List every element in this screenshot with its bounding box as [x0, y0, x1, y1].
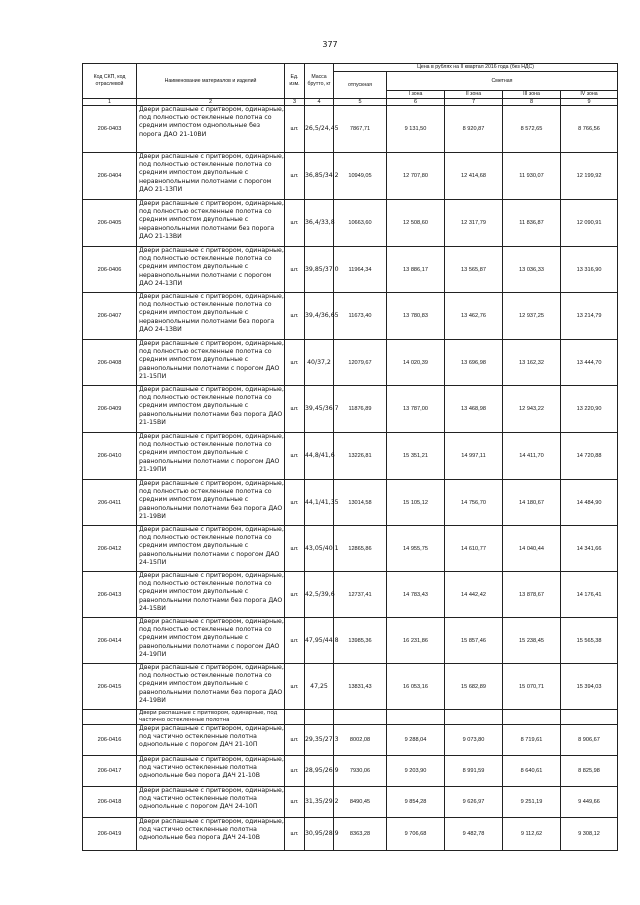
item-mass: 31,35/29,2	[305, 787, 334, 818]
item-name: Двери распашные с притвором, одинарные, под полностью остекленные полотна со средним импостом двупольные с неравнопольными полотнами без порога ДАО 21-13ВИ	[137, 200, 285, 247]
price-zone-3: 13 162,32	[503, 340, 561, 386]
item-code: 206-0414	[83, 618, 137, 664]
price-zone-3: 13 036,33	[503, 247, 561, 293]
price-zone-1: 13 886,17	[387, 247, 445, 293]
table-row	[83, 247, 618, 293]
item-mass: 36,85/34,2	[305, 153, 334, 200]
item-unit: шт.	[285, 386, 305, 433]
price-zone-4: 8 906,67	[561, 725, 618, 756]
item-name: Двери распашные с притвором, одинарные, под полностью остекленные полотна со средним импостом двупольные с равнопольными полотнами без порога ДАО 24-15ВИ	[137, 572, 285, 618]
price-release: 13831,43	[334, 664, 387, 710]
table-row	[83, 340, 618, 386]
price-zone-4: 13 444,70	[561, 340, 618, 386]
header-mass: Масса брутто, кг	[305, 64, 334, 99]
price-zone-1: 9 131,50	[387, 106, 445, 153]
price-release: 13985,36	[334, 618, 387, 664]
price-zone-1: 9 203,90	[387, 756, 445, 787]
price-zone-2: 12 317,79	[445, 200, 503, 247]
table-row	[83, 618, 618, 664]
price-zone-4: 13 220,90	[561, 386, 618, 433]
price-zone-1: 14 783,43	[387, 572, 445, 618]
item-name: Двери распашные с притвором, одинарные, под полностью остекленные полотна со средним импостом двупольные с неравнопольными полотнами с порогом ДАО 21-13ПИ	[137, 153, 285, 200]
item-name: Двери распашные с притвором, одинарные, под полностью остекленные полотна со средним импостом двупольные с равнопольными полотнами без порога ДАО 24-19ВИ	[137, 664, 285, 710]
price-zone-1: 13 780,83	[387, 293, 445, 340]
price-zone-4: 15 565,38	[561, 618, 618, 664]
price-zone-4: 14 176,41	[561, 572, 618, 618]
price-zone-1: 15 351,21	[387, 433, 445, 480]
price-table	[82, 63, 618, 851]
price-release: 11964,34	[334, 247, 387, 293]
item-unit: шт.	[285, 247, 305, 293]
price-zone-1: 16 231,86	[387, 618, 445, 664]
price-zone-3: 11 930,07	[503, 153, 561, 200]
price-zone-1: 12 707,80	[387, 153, 445, 200]
price-release: 13226,81	[334, 433, 387, 480]
col-number: 8	[503, 99, 561, 106]
header-estimate: Сметная	[387, 72, 618, 91]
item-name: Двери распашные с притвором, одинарные, под полностью остекленные полотна со средним импостом двупольные с равнопольными полотнами без порога ДАО 21-19ВИ	[137, 480, 285, 526]
item-unit: шт.	[285, 618, 305, 664]
item-mass: 39,85/37,0	[305, 247, 334, 293]
item-code: 206-0419	[83, 818, 137, 851]
price-zone-2: 12 414,68	[445, 153, 503, 200]
column-numbers-row	[83, 99, 618, 106]
price-zone-4: 8 825,98	[561, 756, 618, 787]
price-zone-3: 12 937,25	[503, 293, 561, 340]
price-zone-4: 14 341,66	[561, 526, 618, 572]
item-unit: шт.	[285, 106, 305, 153]
table-row	[83, 725, 618, 756]
item-unit: шт.	[285, 787, 305, 818]
price-zone-2: 9 482,78	[445, 818, 503, 851]
price-release: 7867,71	[334, 106, 387, 153]
col-number: 9	[561, 99, 618, 106]
price-zone-1: 12 508,60	[387, 200, 445, 247]
price-zone-2: 8 920,87	[445, 106, 503, 153]
price-release: 10663,60	[334, 200, 387, 247]
price-zone-1: 9 706,68	[387, 818, 445, 851]
item-name: Двери распашные с притвором, одинарные, под полностью остекленные полотна со средним импостом двупольные с равнопольными полотнами без порога ДАО 21-15ВИ	[137, 386, 285, 433]
item-code: 206-0408	[83, 340, 137, 386]
price-zone-4: 12 090,91	[561, 200, 618, 247]
table-row	[83, 386, 618, 433]
price-zone-2: 14 997,11	[445, 433, 503, 480]
item-mass: 39,4/36,65	[305, 293, 334, 340]
table-row	[83, 293, 618, 340]
price-zone-2: 13 565,87	[445, 247, 503, 293]
price-release: 12737,41	[334, 572, 387, 618]
price-zone-3: 8 572,65	[503, 106, 561, 153]
table-row	[83, 200, 618, 247]
item-code: 206-0411	[83, 480, 137, 526]
price-zone-1: 9 854,28	[387, 787, 445, 818]
header-release: отпускная	[334, 72, 387, 99]
table-row	[83, 756, 618, 787]
price-release: 8002,08	[334, 725, 387, 756]
item-mass: 47,95/44,8	[305, 618, 334, 664]
price-zone-3: 8 719,61	[503, 725, 561, 756]
price-release: 11876,89	[334, 386, 387, 433]
price-zone-2: 13 696,98	[445, 340, 503, 386]
table-row	[83, 787, 618, 818]
price-zone-2: 8 991,59	[445, 756, 503, 787]
price-zone-2: 13 462,76	[445, 293, 503, 340]
price-release: 7930,06	[334, 756, 387, 787]
header-zone-3: III зона	[503, 91, 561, 99]
price-release: 11673,40	[334, 293, 387, 340]
header-price-title: Цена в рублях на II квартал 2016 года (без НДС)	[334, 64, 618, 72]
item-mass: 39,45/36,7	[305, 386, 334, 433]
item-code: 206-0407	[83, 293, 137, 340]
item-name: Двери распашные с притвором, одинарные, под полностью остекленные полотна со средним импостом двупольные с равнопольными полотнами с порогом ДАО 24-19ПИ	[137, 618, 285, 664]
table-row	[83, 106, 618, 153]
col-number: 1	[83, 99, 137, 106]
price-zone-4: 13 316,90	[561, 247, 618, 293]
price-zone-3: 13 878,67	[503, 572, 561, 618]
item-unit: шт.	[285, 572, 305, 618]
item-mass: 40/37,2	[305, 340, 334, 386]
price-release: 12865,86	[334, 526, 387, 572]
table-row	[83, 153, 618, 200]
item-unit: шт.	[285, 756, 305, 787]
group-row	[83, 710, 618, 725]
price-zone-4: 9 449,66	[561, 787, 618, 818]
price-zone-1: 9 288,04	[387, 725, 445, 756]
item-unit: шт.	[285, 725, 305, 756]
price-zone-4: 12 199,92	[561, 153, 618, 200]
price-zone-3: 9 112,62	[503, 818, 561, 851]
table-row	[83, 433, 618, 480]
page-number: 377	[322, 40, 338, 49]
item-name: Двери распашные с притвором, одинарные, под частично остекленные полотна однопольные с порогом ДАЧ 21-10П	[137, 725, 285, 756]
item-code: 206-0418	[83, 787, 137, 818]
price-zone-4: 15 394,03	[561, 664, 618, 710]
price-zone-3: 12 943,22	[503, 386, 561, 433]
item-unit: шт.	[285, 526, 305, 572]
price-zone-3: 15 238,45	[503, 618, 561, 664]
table-row	[83, 818, 618, 851]
price-release: 8363,28	[334, 818, 387, 851]
col-number: 2	[137, 99, 285, 106]
item-code: 206-0416	[83, 725, 137, 756]
item-code: 206-0406	[83, 247, 137, 293]
item-mass: 26,5/24,45	[305, 106, 334, 153]
item-unit: шт.	[285, 433, 305, 480]
price-zone-1: 16 053,16	[387, 664, 445, 710]
header-code: Код СКП, код отраслевой	[83, 64, 137, 99]
item-unit: шт.	[285, 340, 305, 386]
item-code: 206-0415	[83, 664, 137, 710]
table-row	[83, 526, 618, 572]
price-release: 10949,05	[334, 153, 387, 200]
price-zone-3: 15 070,71	[503, 664, 561, 710]
table-row	[83, 480, 618, 526]
item-code: 206-0405	[83, 200, 137, 247]
price-release: 13014,58	[334, 480, 387, 526]
table-row	[83, 572, 618, 618]
price-zone-2: 15 682,89	[445, 664, 503, 710]
item-unit: шт.	[285, 293, 305, 340]
price-zone-2: 14 442,42	[445, 572, 503, 618]
item-unit: шт.	[285, 153, 305, 200]
item-name: Двери распашные с притвором, одинарные, под частично остекленные полотна однопольные с порогом ДАЧ 24-10П	[137, 787, 285, 818]
header-zone-4: IV зона	[561, 91, 618, 99]
item-unit: шт.	[285, 818, 305, 851]
header-unit: Ед. изм.	[285, 64, 305, 99]
group-title: Двери распашные с притвором, одинарные, под частично остекленные полотна	[137, 710, 285, 725]
col-number: 5	[334, 99, 387, 106]
item-mass: 42,5/39,6	[305, 572, 334, 618]
price-zone-2: 14 756,70	[445, 480, 503, 526]
item-name: Двери распашные с притвором, одинарные, под частично остекленные полотна однопольные без порога ДАЧ 21-10В	[137, 756, 285, 787]
item-name: Двери распашные с притвором, одинарные, под полностью остекленные полотна со средним импостом двупольные с равнопольными полотнами с порогом ДАО 24-15ПИ	[137, 526, 285, 572]
item-code: 206-0403	[83, 106, 137, 153]
col-number: 6	[387, 99, 445, 106]
item-name: Двери распашные с притвором, одинарные, под полностью остекленные полотна со средним импостом двупольные с равнопольными полотнами с порогом ДАО 21-19ПИ	[137, 433, 285, 480]
col-number: 4	[305, 99, 334, 106]
price-zone-3: 14 040,44	[503, 526, 561, 572]
item-mass: 44,1/41,35	[305, 480, 334, 526]
price-zone-2: 15 857,46	[445, 618, 503, 664]
price-zone-3: 8 640,61	[503, 756, 561, 787]
item-code: 206-0409	[83, 386, 137, 433]
item-code: 206-0404	[83, 153, 137, 200]
price-zone-4: 9 308,12	[561, 818, 618, 851]
price-zone-1: 14 020,39	[387, 340, 445, 386]
price-zone-2: 9 626,97	[445, 787, 503, 818]
item-mass: 28,95/26,9	[305, 756, 334, 787]
item-name: Двери распашные с притвором, одинарные, под полностью остекленные полотна со средним импостом однопольные без порога ДАО 21-10ВИ	[137, 106, 285, 153]
col-number: 3	[285, 99, 305, 106]
header-zone-1: I зона	[387, 91, 445, 99]
price-zone-3: 9 251,19	[503, 787, 561, 818]
item-mass: 44,8/41,6	[305, 433, 334, 480]
header-zone-2: II зона	[445, 91, 503, 99]
price-zone-1: 15 105,12	[387, 480, 445, 526]
price-zone-1: 14 955,75	[387, 526, 445, 572]
price-zone-4: 14 720,88	[561, 433, 618, 480]
item-mass: 30,95/28,9	[305, 818, 334, 851]
item-mass: 47,25	[305, 664, 334, 710]
price-zone-3: 14 180,67	[503, 480, 561, 526]
item-name: Двери распашные с притвором, одинарные, под полностью остекленные полотна со средним импостом двупольные с неравнопольными полотнами без порога ДАО 24-13ВИ	[137, 293, 285, 340]
price-zone-2: 9 073,80	[445, 725, 503, 756]
header-name: Наименование материалов и изделий	[137, 64, 285, 99]
item-code: 206-0412	[83, 526, 137, 572]
item-mass: 36,4/33,8	[305, 200, 334, 247]
item-mass: 29,35/27,3	[305, 725, 334, 756]
item-name: Двери распашные с притвором, одинарные, под полностью остекленные полотна со средним импостом двупольные с неравнопольными полотнами с порогом ДАО 24-13ПИ	[137, 247, 285, 293]
price-release: 12079,67	[334, 340, 387, 386]
price-release: 8490,45	[334, 787, 387, 818]
price-zone-3: 14 411,70	[503, 433, 561, 480]
item-name: Двери распашные с притвором, одинарные, под частично остекленные полотна однопольные без порога ДАЧ 24-10В	[137, 818, 285, 851]
price-zone-4: 14 484,90	[561, 480, 618, 526]
table-row	[83, 664, 618, 710]
price-zone-2: 13 468,98	[445, 386, 503, 433]
item-mass: 43,05/40,1	[305, 526, 334, 572]
item-unit: шт.	[285, 664, 305, 710]
item-code: 206-0417	[83, 756, 137, 787]
item-name: Двери распашные с притвором, одинарные, под полностью остекленные полотна со средним импостом двупольные с равнопольными полотнами с порогом ДАО 21-15ПИ	[137, 340, 285, 386]
price-zone-2: 14 610,77	[445, 526, 503, 572]
price-zone-4: 13 214,79	[561, 293, 618, 340]
item-unit: шт.	[285, 480, 305, 526]
price-zone-4: 8 766,56	[561, 106, 618, 153]
item-unit: шт.	[285, 200, 305, 247]
price-zone-3: 11 836,87	[503, 200, 561, 247]
item-code: 206-0413	[83, 572, 137, 618]
col-number: 7	[445, 99, 503, 106]
price-zone-1: 13 787,00	[387, 386, 445, 433]
item-code: 206-0410	[83, 433, 137, 480]
